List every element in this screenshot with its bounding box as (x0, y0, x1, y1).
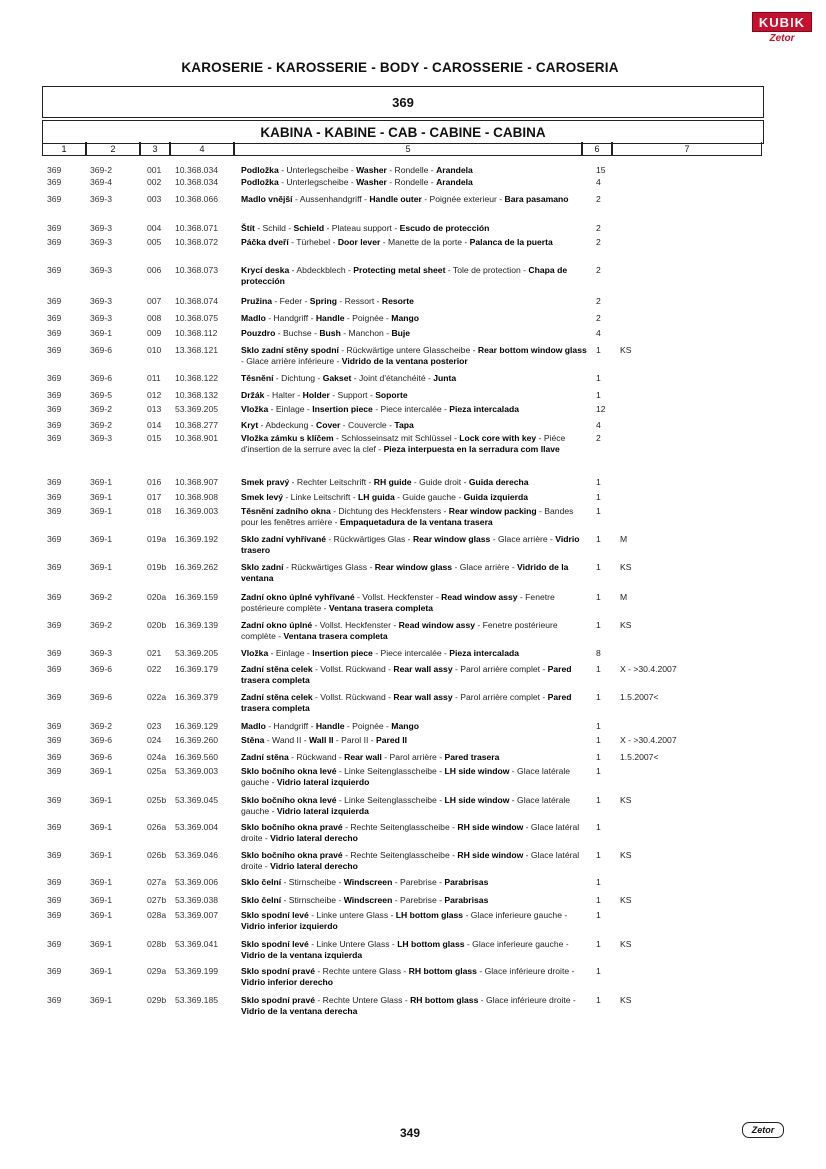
page-title: KAROSERIE - KAROSSERIE - BODY - CAROSSERIE - CAROSERIA (181, 60, 619, 75)
cell-part-number: 10.368.132 (175, 390, 219, 400)
cell-position: 026a (147, 822, 167, 832)
cell-figure: 369-1 (90, 895, 112, 905)
cell-note: M (620, 592, 628, 602)
cell-part-number: 53.369.038 (175, 895, 219, 905)
cell-part-number: 10.368.075 (175, 313, 219, 323)
cell-description: Sklo bočního okna levé - Linke Seitenglasscheibe - LH side window - Glace latérale gauche - Vidrio lateral izquierdo (241, 766, 571, 787)
cell-figure: 369-1 (90, 995, 112, 1005)
cell-description: Sklo spodní pravé - Rechte Untere Glass - RH bottom glass - Glace inférieure droite - Vidrio de la ventana derecha (241, 995, 576, 1016)
cell-group: 369 (47, 492, 62, 502)
cell-note: KS (620, 620, 632, 630)
cell-group: 369 (47, 795, 62, 805)
cell-description: Madlo - Handgriff - Handle - Poignée - Mango (241, 721, 419, 731)
cell-note: KS (620, 850, 632, 860)
cell-figure: 369-3 (90, 265, 112, 275)
cell-note: KS (620, 995, 632, 1005)
cell-note: KS (620, 795, 632, 805)
cell-part-number: 10.368.072 (175, 237, 219, 247)
cell-position: 003 (147, 194, 162, 204)
col-header-1: 1 (42, 142, 86, 156)
cell-figure: 369-4 (90, 177, 112, 187)
zetor-logo: Zetor (742, 1122, 784, 1138)
cell-group: 369 (47, 562, 62, 572)
cell-quantity: 1 (596, 766, 601, 776)
cell-quantity: 1 (596, 910, 601, 920)
cell-description: Štít - Schild - Schield - Plateau support - Escudo de protección (241, 223, 490, 233)
cell-group: 369 (47, 592, 62, 602)
cell-group: 369 (47, 420, 62, 430)
cell-description: Sklo spodní pravé - Rechte untere Glass - RH bottom glass - Glace inférieure droite - Vidrio inferior derecho (241, 966, 575, 987)
group-number: 369 (392, 94, 414, 110)
cell-description: Zadní okno úplné vyhřívané - Vollst. Heckfenster - Read window assy - Fenetre postérieure complète - Ventana trasera completa (241, 592, 555, 613)
cell-quantity: 1 (596, 562, 601, 572)
logo-sub: Zetor (769, 33, 795, 44)
cell-group: 369 (47, 265, 62, 275)
cell-quantity: 1 (596, 390, 601, 400)
cell-group: 369 (47, 345, 62, 355)
cell-quantity: 2 (596, 237, 601, 247)
cell-description: Vložka zámku s klíčem - Schlosseinsatz mit Schlüssel - Lock core with key - Piéce d'insertion de la serrure avec la clef - Pieza interpuesta en la serradura com llave (241, 433, 566, 454)
cell-description: Sklo bočního okna pravé - Rechte Seitenglasscheibe - RH side window - Glace latéral droite - Vidrio lateral derecho (241, 850, 580, 871)
cell-part-number: 16.369.262 (175, 562, 219, 572)
cell-group: 369 (47, 766, 62, 776)
cell-description: Sklo spodní levé - Linke untere Glass - LH bottom glass - Glace inferieure gauche - Vidrio inferior izquierdo (241, 910, 568, 931)
col-header-3: 3 (140, 142, 170, 156)
cell-part-number: 16.369.003 (175, 506, 219, 516)
cell-position: 002 (147, 177, 162, 187)
cell-figure: 369-1 (90, 910, 112, 920)
cell-quantity: 1 (596, 995, 601, 1005)
cell-position: 025b (147, 795, 167, 805)
cell-group: 369 (47, 223, 62, 233)
cell-part-number: 10.368.066 (175, 194, 219, 204)
cell-part-number: 10.368.277 (175, 420, 219, 430)
cell-part-number: 53.369.041 (175, 939, 219, 949)
cell-description: Sklo zadní - Rückwärtiges Glass - Rear window glass - Glace arrière - Vidrido de la ventana (241, 562, 569, 583)
cell-description: Madlo - Handgriff - Handle - Poignée - Mango (241, 313, 419, 323)
cell-part-number: 53.369.003 (175, 766, 219, 776)
cell-quantity: 1 (596, 664, 601, 674)
cell-part-number: 10.368.074 (175, 296, 219, 306)
cell-part-number: 53.369.007 (175, 910, 219, 920)
cell-figure: 369-1 (90, 562, 112, 572)
cell-part-number: 16.369.379 (175, 692, 219, 702)
cell-description: Podložka - Unterlegscheibe - Washer - Rondelle - Arandela (241, 177, 473, 187)
logo-brand: KUBIK (752, 12, 812, 32)
cell-part-number: 10.368.907 (175, 477, 219, 487)
cell-part-number: 16.369.260 (175, 735, 219, 745)
cell-quantity: 8 (596, 648, 601, 658)
cell-part-number: 13.368.121 (175, 345, 219, 355)
cell-part-number: 53.369.046 (175, 850, 219, 860)
cell-quantity: 2 (596, 433, 601, 443)
cell-group: 369 (47, 664, 62, 674)
cell-part-number: 16.369.560 (175, 752, 219, 762)
cell-figure: 369-1 (90, 492, 112, 502)
cell-part-number: 16.369.129 (175, 721, 219, 731)
cell-position: 005 (147, 237, 162, 247)
cell-figure: 369-1 (90, 939, 112, 949)
cell-group: 369 (47, 850, 62, 860)
cell-part-number: 10.368.112 (175, 328, 218, 338)
cell-description: Sklo čelní - Stirnscheibe - Windscreen - Parebrise - Parabrisas (241, 877, 489, 887)
cell-description: Pouzdro - Buchse - Bush - Manchon - Buje (241, 328, 411, 338)
cell-description: Podložka - Unterlegscheibe - Washer - Rondelle - Arandela (241, 165, 473, 175)
cell-position: 024 (147, 735, 162, 745)
cell-position: 001 (147, 165, 162, 175)
cell-figure: 369-1 (90, 328, 112, 338)
cell-description: Stěna - Wand II - Wall II - Parol II - Pared II (241, 735, 408, 745)
cell-figure: 369-1 (90, 966, 112, 976)
cell-part-number: 16.369.192 (175, 534, 219, 544)
cell-note: 1.5.2007< (620, 752, 659, 762)
cell-quantity: 2 (596, 313, 601, 323)
cell-quantity: 1 (596, 721, 601, 731)
cell-quantity: 1 (596, 822, 601, 832)
cell-description: Krycí deska - Abdeckblech - Protecting metal sheet - Tole de protection - Chapa de protección (241, 265, 568, 286)
cell-group: 369 (47, 177, 62, 187)
cell-quantity: 1 (596, 506, 601, 516)
cell-quantity: 1 (596, 895, 601, 905)
cell-quantity: 1 (596, 492, 601, 502)
cell-group: 369 (47, 939, 62, 949)
cell-figure: 369-1 (90, 766, 112, 776)
cell-description: Sklo spodní levé - Linke Untere Glass - LH bottom glass - Glace inferieure gauche - Vidrio de la ventana izquierda (241, 939, 569, 960)
cell-part-number: 53.369.006 (175, 877, 219, 887)
cell-quantity: 1 (596, 373, 601, 383)
cell-group: 369 (47, 735, 62, 745)
cell-group: 369 (47, 752, 62, 762)
cell-description: Kryt - Abdeckung - Cover - Couvercle - Tapa (241, 420, 414, 430)
cell-quantity: 1 (596, 752, 601, 762)
cell-position: 017 (147, 492, 162, 502)
cell-description: Páčka dveří - Türhebel - Door lever - Manette de la porte - Palanca de la puerta (241, 237, 553, 247)
cell-group: 369 (47, 966, 62, 976)
cell-figure: 369-2 (90, 420, 112, 430)
cell-position: 029a (147, 966, 167, 976)
cell-position: 009 (147, 328, 162, 338)
cell-part-number: 53.369.045 (175, 795, 219, 805)
cell-group: 369 (47, 534, 62, 544)
col-header-2: 2 (86, 142, 140, 156)
cell-group: 369 (47, 877, 62, 887)
cell-figure: 369-3 (90, 194, 112, 204)
cell-position: 021 (147, 648, 162, 658)
cell-position: 015 (147, 433, 162, 443)
cell-description: Smek levý - Linke Leitschrift - LH guida - Guide gauche - Guida izquierda (241, 492, 529, 502)
cell-figure: 369-2 (90, 721, 112, 731)
cell-description: Sklo bočního okna levé - Linke Seitenglasscheibe - LH side window - Glace latérale gauche - Vidrio lateral izquierda (241, 795, 571, 816)
page-number: 349 (400, 1126, 421, 1140)
cell-quantity: 1 (596, 850, 601, 860)
cell-position: 020b (147, 620, 167, 630)
cell-part-number: 10.368.034 (175, 165, 219, 175)
cell-description: Těsnění zadního okna - Dichtung des Heckfensters - Rear window packing - Bandes pour les fenêtres arrière - Empaquetadura de la ventana trasera (241, 506, 574, 527)
cell-figure: 369-1 (90, 795, 112, 805)
cell-group: 369 (47, 194, 62, 204)
cell-description: Sklo čelní - Stirnscheibe - Windscreen - Parebrise - Parabrisas (241, 895, 489, 905)
cell-position: 019a (147, 534, 167, 544)
cell-group: 369 (47, 692, 62, 702)
cell-note: X - >30.4.2007 (620, 664, 677, 674)
cell-part-number: 10.368.908 (175, 492, 219, 502)
section-title: KABINA - KABINE - CAB - CABINE - CABINA (260, 124, 546, 140)
cell-figure: 369-6 (90, 752, 112, 762)
cell-group: 369 (47, 648, 62, 658)
cell-position: 016 (147, 477, 162, 487)
cell-quantity: 1 (596, 735, 601, 745)
col-header-6: 6 (582, 142, 612, 156)
cell-description: Sklo zadní vyhřívané - Rückwärtiges Glas - Rear window glass - Glace arrière - Vidrio trasero (241, 534, 580, 555)
cell-position: 013 (147, 404, 162, 414)
cell-position: 022a (147, 692, 167, 702)
cell-note: KS (620, 345, 632, 355)
cell-position: 012 (147, 390, 162, 400)
cell-figure: 369-2 (90, 165, 112, 175)
cell-quantity: 1 (596, 795, 601, 805)
cell-part-number: 53.369.205 (175, 648, 219, 658)
cell-figure: 369-6 (90, 692, 112, 702)
cell-description: Zadní okno úplné - Vollst. Heckfenster - Read window assy - Fenetre postérieure complète - Ventana trasera completa (241, 620, 558, 641)
col-header-4: 4 (170, 142, 234, 156)
cell-part-number: 53.369.185 (175, 995, 219, 1005)
cell-figure: 369-6 (90, 373, 112, 383)
cell-figure: 369-3 (90, 223, 112, 233)
cell-description: Držák - Halter - Holder - Support - Soporte (241, 390, 408, 400)
cell-quantity: 1 (596, 620, 601, 630)
cell-part-number: 10.368.071 (175, 223, 219, 233)
cell-description: Pružina - Feder - Spring - Ressort - Resorte (241, 296, 414, 306)
cell-figure: 369-2 (90, 404, 112, 414)
cell-position: 025a (147, 766, 167, 776)
cell-quantity: 12 (596, 404, 606, 414)
cell-quantity: 2 (596, 296, 601, 306)
cell-position: 022 (147, 664, 162, 674)
cell-figure: 369-2 (90, 620, 112, 630)
cell-group: 369 (47, 296, 62, 306)
cell-part-number: 10.368.901 (175, 433, 219, 443)
cell-note: KS (620, 939, 632, 949)
cell-part-number: 53.369.004 (175, 822, 219, 832)
cell-figure: 369-6 (90, 735, 112, 745)
cell-part-number: 16.369.179 (175, 664, 219, 674)
cell-description: Sklo bočního okna pravé - Rechte Seitenglasscheibe - RH side window - Glace latéral droite - Vidrio lateral derecho (241, 822, 580, 843)
cell-position: 027b (147, 895, 167, 905)
cell-quantity: 15 (596, 165, 606, 175)
cell-description: Smek pravý - Rechter Leitschrift - RH guide - Guide droit - Guida derecha (241, 477, 529, 487)
cell-description: Zadní stěna celek - Vollst. Rückwand - Rear wall assy - Parol arrière complet - Pared trasera completa (241, 692, 572, 713)
cell-part-number: 10.368.073 (175, 265, 219, 275)
cell-note: X - >30.4.2007 (620, 735, 677, 745)
cell-position: 004 (147, 223, 162, 233)
cell-position: 008 (147, 313, 162, 323)
cell-figure: 369-6 (90, 664, 112, 674)
cell-group: 369 (47, 433, 62, 443)
cell-description: Vložka - Einlage - Insertion piece - Piece intercalée - Pieza intercalada (241, 404, 520, 414)
cell-group: 369 (47, 313, 62, 323)
cell-quantity: 1 (596, 592, 601, 602)
cell-figure: 369-1 (90, 850, 112, 860)
cell-quantity: 1 (596, 534, 601, 544)
cell-position: 011 (147, 373, 161, 383)
cell-figure: 369-3 (90, 313, 112, 323)
cell-figure: 369-1 (90, 477, 112, 487)
cell-group: 369 (47, 477, 62, 487)
cell-description: Zadní stěna - Rückwand - Rear wall - Parol arrière - Pared trasera (241, 752, 500, 762)
cell-part-number: 53.369.199 (175, 966, 219, 976)
cell-position: 028b (147, 939, 167, 949)
cell-position: 006 (147, 265, 162, 275)
cell-figure: 369-1 (90, 822, 112, 832)
cell-quantity: 4 (596, 328, 601, 338)
cell-quantity: 4 (596, 420, 601, 430)
cell-quantity: 1 (596, 345, 601, 355)
cell-part-number: 53.369.205 (175, 404, 219, 414)
cell-figure: 369-2 (90, 592, 112, 602)
cell-group: 369 (47, 165, 62, 175)
cell-position: 010 (147, 345, 162, 355)
cell-group: 369 (47, 506, 62, 516)
cell-part-number: 10.368.034 (175, 177, 219, 187)
cell-group: 369 (47, 328, 62, 338)
cell-position: 020a (147, 592, 167, 602)
cell-group: 369 (47, 620, 62, 630)
cell-quantity: 2 (596, 265, 601, 275)
cell-quantity: 1 (596, 966, 601, 976)
cell-group: 369 (47, 910, 62, 920)
cell-figure: 369-1 (90, 506, 112, 516)
cell-figure: 369-3 (90, 433, 112, 443)
cell-group: 369 (47, 390, 62, 400)
cell-figure: 369-6 (90, 345, 112, 355)
cell-position: 014 (147, 420, 162, 430)
cell-figure: 369-1 (90, 534, 112, 544)
cell-position: 007 (147, 296, 162, 306)
cell-figure: 369-1 (90, 877, 112, 887)
cell-quantity: 4 (596, 177, 601, 187)
cell-position: 027a (147, 877, 167, 887)
cell-group: 369 (47, 373, 62, 383)
cell-note: M (620, 534, 628, 544)
cell-figure: 369-3 (90, 296, 112, 306)
cell-quantity: 2 (596, 194, 601, 204)
cell-description: Madlo vnější - Aussenhandgriff - Handle outer - Poignée exterieur - Bara pasamano (241, 194, 569, 204)
cell-quantity: 1 (596, 692, 601, 702)
cell-position: 026b (147, 850, 167, 860)
cell-position: 018 (147, 506, 162, 516)
cell-figure: 369-3 (90, 648, 112, 658)
cell-position: 028a (147, 910, 167, 920)
cell-position: 024a (147, 752, 167, 762)
col-header-5: 5 (234, 142, 582, 156)
cell-group: 369 (47, 995, 62, 1005)
cell-quantity: 1 (596, 939, 601, 949)
cell-description: Sklo zadní stěny spodní - Rückwärtige untere Glasscheibe - Rear bottom window glass - Glace arrière inférieure - Vidrido de la ventana posterior (241, 345, 587, 366)
cell-group: 369 (47, 404, 62, 414)
cell-position: 023 (147, 721, 162, 731)
cell-note: KS (620, 562, 632, 572)
cell-part-number: 16.369.159 (175, 592, 219, 602)
cell-note: KS (620, 895, 632, 905)
cell-position: 019b (147, 562, 167, 572)
cell-note: 1.5.2007< (620, 692, 659, 702)
cell-part-number: 16.369.139 (175, 620, 219, 630)
cell-group: 369 (47, 721, 62, 731)
col-header-7: 7 (612, 142, 762, 156)
cell-group: 369 (47, 895, 62, 905)
cell-quantity: 1 (596, 877, 601, 887)
cell-position: 029b (147, 995, 167, 1005)
cell-group: 369 (47, 822, 62, 832)
cell-description: Vložka - Einlage - Insertion piece - Piece intercalée - Pieza intercalada (241, 648, 520, 658)
cell-figure: 369-5 (90, 390, 112, 400)
cell-quantity: 2 (596, 223, 601, 233)
cell-description: Zadní stěna celek - Vollst. Rückwand - Rear wall assy - Parol arrière complet - Pared trasera completa (241, 664, 572, 685)
cell-description: Těsnění - Dichtung - Gakset - Joint d'étanchéité - Junta (241, 373, 457, 383)
cell-figure: 369-3 (90, 237, 112, 247)
cell-group: 369 (47, 237, 62, 247)
cell-part-number: 10.368.122 (175, 373, 219, 383)
cell-quantity: 1 (596, 477, 601, 487)
